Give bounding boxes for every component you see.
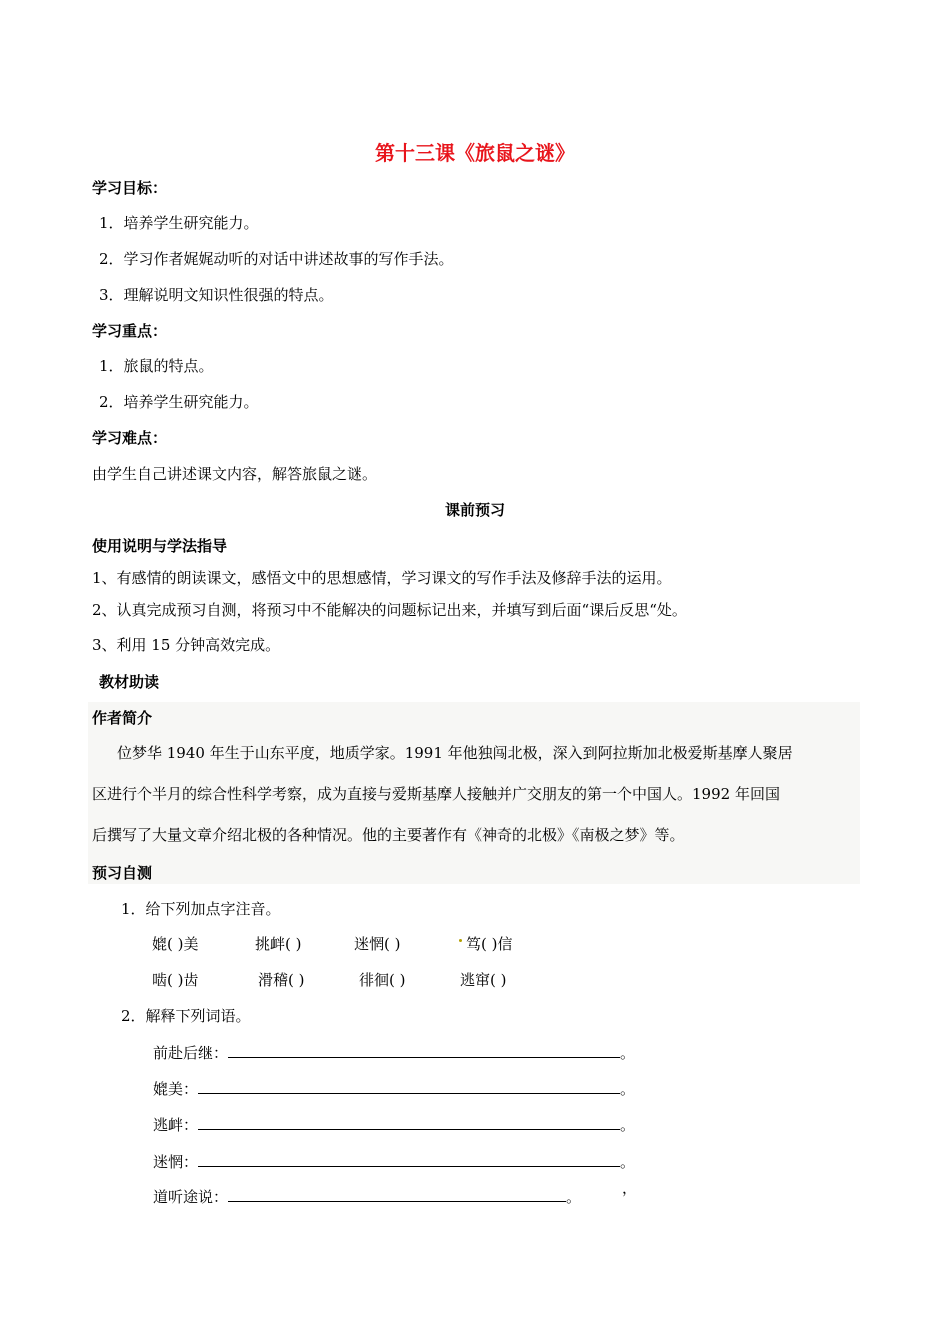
term-label: 逃衅： (153, 1116, 199, 1134)
term-label: 迷惘： (153, 1153, 199, 1171)
question-2: 2．解释下列词语。 (121, 1007, 251, 1025)
pinyin-item: 挑衅( ) (255, 935, 302, 953)
author-line: 位梦华 1940 年生于山东平度，地质学家。1991 年他独闯北极，深入到阿拉斯加北极爱斯基摩人聚居 (117, 744, 793, 762)
key-points-heading: 学习重点： (92, 322, 168, 340)
goals-heading: 学习目标： (92, 179, 168, 197)
difficulties-heading: 学习难点： (92, 429, 168, 447)
difficulties-text: 由学生自己讲述课文内容，解答旅鼠之谜。 (92, 465, 378, 483)
instruction-item: 3、利用 15 分钟高效完成。 (92, 636, 281, 654)
term-period: 。 (620, 1080, 636, 1098)
term-period: 。 (620, 1153, 636, 1171)
term-row (153, 1114, 635, 1135)
pinyin-item: 媲( )美 (152, 935, 199, 953)
pinyin-item: 啮( )齿 (152, 971, 199, 989)
instruction-item: 1、有感情的朗读课文，感悟文中的思想感情，学习课文的写作手法及修辞手法的运用。 (92, 569, 672, 587)
pinyin-item: 迷惘( ) (354, 935, 401, 953)
answer-line[interactable] (198, 1152, 620, 1167)
term-period: 。 (620, 1044, 636, 1062)
term-period: 。 (566, 1188, 582, 1206)
instruction-item: 2、认真完成预习自测，将预习中不能解决的问题标记出来，并填写到后面“课后反思“处。 (92, 601, 687, 619)
emphasis-dot (459, 939, 462, 942)
term-period: 。 (620, 1116, 636, 1134)
pinyin-item: 徘徊( ) (359, 971, 406, 989)
author-line: 后撰写了大量文章介绍北极的各种情况。他的主要著作有《神奇的北极》《南极之梦》等。 (92, 826, 685, 844)
preview-title: 课前预习 (444, 501, 505, 519)
pinyin-item: 滑稽( ) (258, 971, 305, 989)
goal-item: 1．培养学生研究能力。 (99, 214, 259, 232)
term-row (153, 1042, 635, 1063)
term-row (153, 1186, 581, 1207)
key-point-item: 2．培养学生研究能力。 (99, 393, 259, 411)
term-row (153, 1078, 635, 1099)
answer-line[interactable] (198, 1115, 620, 1130)
materials-heading: 教材助读 (99, 673, 160, 691)
instructions-heading: 使用说明与学法指导 (92, 537, 228, 555)
author-heading: 作者简介 (92, 709, 153, 727)
question-1: 1．给下列加点字注音。 (121, 900, 281, 918)
author-line: 区进行个半月的综合性科学考察，成为直接与爱斯基摩人接触并广交朋友的第一个中国人。1992 年回国 (92, 785, 780, 803)
stray-mark: ， (622, 1179, 638, 1197)
goal-item: 2．学习作者娓娓动听的对话中讲述故事的写作手法。 (99, 250, 454, 268)
self-test-heading: 预习自测 (92, 864, 153, 882)
term-row (153, 1151, 635, 1172)
answer-line[interactable] (228, 1043, 620, 1058)
page-title: 第十三课《旅鼠之谜》 (375, 141, 575, 165)
term-label: 道听途说： (153, 1188, 229, 1206)
answer-line[interactable] (228, 1187, 566, 1202)
term-label: 前赴后继： (153, 1044, 229, 1062)
pinyin-item: 笃( )信 (466, 935, 513, 953)
goal-item: 3．理解说明文知识性很强的特点。 (99, 286, 334, 304)
key-point-item: 1．旅鼠的特点。 (99, 357, 214, 375)
term-label: 媲美： (153, 1080, 199, 1098)
answer-line[interactable] (198, 1079, 620, 1094)
pinyin-item: 逃窜( ) (460, 971, 507, 989)
